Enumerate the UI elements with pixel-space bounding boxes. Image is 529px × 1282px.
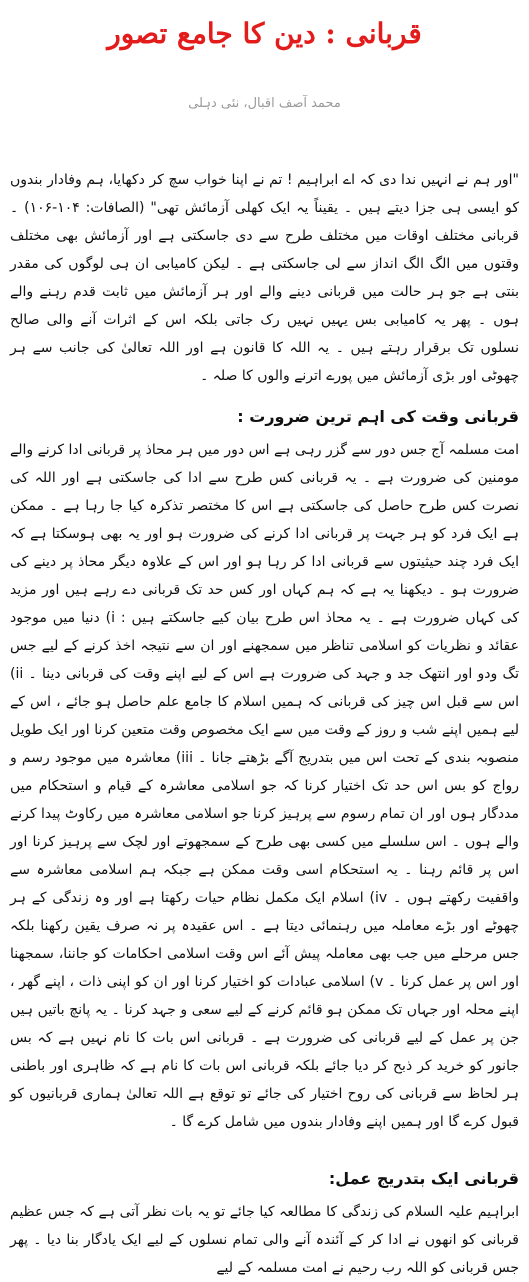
article-page	[0, 14, 529, 1276]
article-title: قربانی : دین کا جامع تصور	[107, 17, 422, 50]
section-body-gradual: ابراہیم علیہ السلام کی زندگی کا مطالعہ کیا جائے تو یہ بات نظر آتی ہے کہ جس عظیم قربانی کو انھوں نے ادا کر کے آئندہ آنے والی تمام نسلوں کے لیے ایک یادگار بنا دیا ۔ پھر جس قربانی کو اللہ رب رحیم نے امت مسلمہ کے لیے	[10, 1204, 519, 1276]
author-byline: محمد آصف اقبال، نئی دہلی	[188, 96, 341, 111]
intro-paragraph: "اور ہم نے انہیں ندا دی کہ اے ابراہیم ! تم نے اپنا خواب سچ کر دکھایا، ہم وفادار بندوں کو ایسی ہی جزا دیتے ہیں ۔ یقیناً یہ ایک کھلی آزمائش تھی" (الصافات: ۱۰۴-۱۰۶) ۔ قربانی مختلف اوقات میں مختلف طرح سے دی جاسکتی ہے اور آزمائش بھی مختلف وقتوں میں الگ الگ انداز سے لی جاسکتی ہے ۔ لیکن کامیابی ان ہی لوگوں کی مقدر بنتی ہے جو ہر حالت میں قربانی دینے والے اور ہر آزمائش میں ثابت قدم رہنے والے ہوں ۔ پھر یہ کامیابی بس یہیں نہیں رک جاتی بلکہ اس کے اثرات آنے والی صالح نسلوں تک برقرار رہتے ہیں ۔ یہ اللہ کا قانون ہے اور اللہ تعالیٰ کی جانب سے ہر چھوٹی اور بڑی آزمائش میں پورے اترنے والوں کا صلہ ۔	[10, 172, 519, 384]
section-heading-importance: قربانی وقت کی اہم ترین ضرورت :	[237, 407, 519, 426]
section-body-importance: امت مسلمہ آج جس دور سے گزر رہی ہے اس دور میں ہر محاذ پر قربانی ادا کرنے والے مومنین کی ضرورت ہے ۔ یہ قربانی کس طرح سے ادا کی جاسکتی ہے اور اللہ کی نصرت کس طرح حاصل کی جاسکتی ہے اس کا مختصر تذکرہ کیا جا رہا ہے ۔ ممکن ہے ایک فرد کو ہر جہت پر قربانی ادا کرنے کی ضرورت ہو اور یہ بھی ہوسکتا ہے کہ ایک فرد چند حیثیتوں سے قربانی ادا کر رہا ہو اور اس کے علاوہ دیگر محاذ پر دینے کی ضرورت ہو ۔ دیکھنا یہ ہے کہ ہم کہاں اور کس حد تک قربانی دے رہے ہیں اور مزید کی کہاں ضرورت ہے ۔ یہ محاذ اس طرح بیان کیے جاسکتے ہیں : i) دنیا میں موجود عقائد و نظریات کو اسلامی تناظر میں سمجھنے اور ان سے نتیجہ اخذ کرنے کے لیے جس تگ ودو اور انتھک جد و جہد کی ضرورت ہے اس کے لیے اپنے وقت کی قربانی دینا ۔ ii) اس سے قبل اس چیز کی قربانی کہ ہمیں اسلام کا جامع علم حاصل ہو جائے ، اس کے لیے ہمیں اپنے شب و روز کے وقت میں سے ایک مخصوص وقت متعین کرنا اور ایک طویل منصوبہ بندی کے تحت اس میں بتدریج آگے بڑھتے جانا ۔ iii) معاشرہ میں موجود رسم و رواج کو بس اس حد تک اختیار کرنا کہ جو اسلامی معاشرہ کے قیام و استحکام میں مددگار ہوں اور ان تمام رسوم سے پرہیز کرنا جو اسلامی معاشرہ میں رکاوٹ پیدا کرنے والے ہوں ۔ اس سلسلے میں کسی بھی طرح کے سمجھوتے اور لچک سے پرہیز کرنا اور اس پر قائم رہنا ۔ یہ استحکام اسی وقت ممکن ہے جبکہ ہم اسلامی معاشرہ سے واقفیت رکھتے ہوں ۔ iv) اسلام ایک مکمل نظام حیات رکھتا ہے اور وہ زندگی کے ہر چھوٹے اور بڑے معاملہ میں رہنمائی دیتا ہے ۔ اس عقیدہ پر نہ صرف یقین رکھنا بلکہ جس مرحلے میں جب بھی معاملہ پیش آئے اس وقت اسلامی احکامات کو جاننا، سمجھنا اور اس پر عمل کرنا ۔ v) اسلامی عبادات کو اختیار کرنا اور ان کو اپنی ذات ، اپنے گھر ، اپنے محلہ اور جہاں تک ممکن ہو قائم کرنے کے لیے سعی و جہد کرنا ۔ یہ پانچ باتیں ہیں جن پر عمل کے لیے قربانی کی ضرورت ہے ۔ قربانی اس بات کا نام نہیں ہے کہ بس جانور کو خرید کر ذبح کر دیا جائے بلکہ قربانی اس بات کا نام ہے کہ ظاہری اور باطنی ہر لحاظ سے قربانی کی روح اختیار کی جائے تو توقع ہے اللہ تعالیٰ ہماری قربانیوں کو قبول کرے گا اور ہمیں اپنے وفادار بندوں میں شامل کرے گا ۔	[10, 442, 519, 1130]
section-heading-gradual: قربانی ایک بتدریج عمل:	[328, 1169, 519, 1188]
